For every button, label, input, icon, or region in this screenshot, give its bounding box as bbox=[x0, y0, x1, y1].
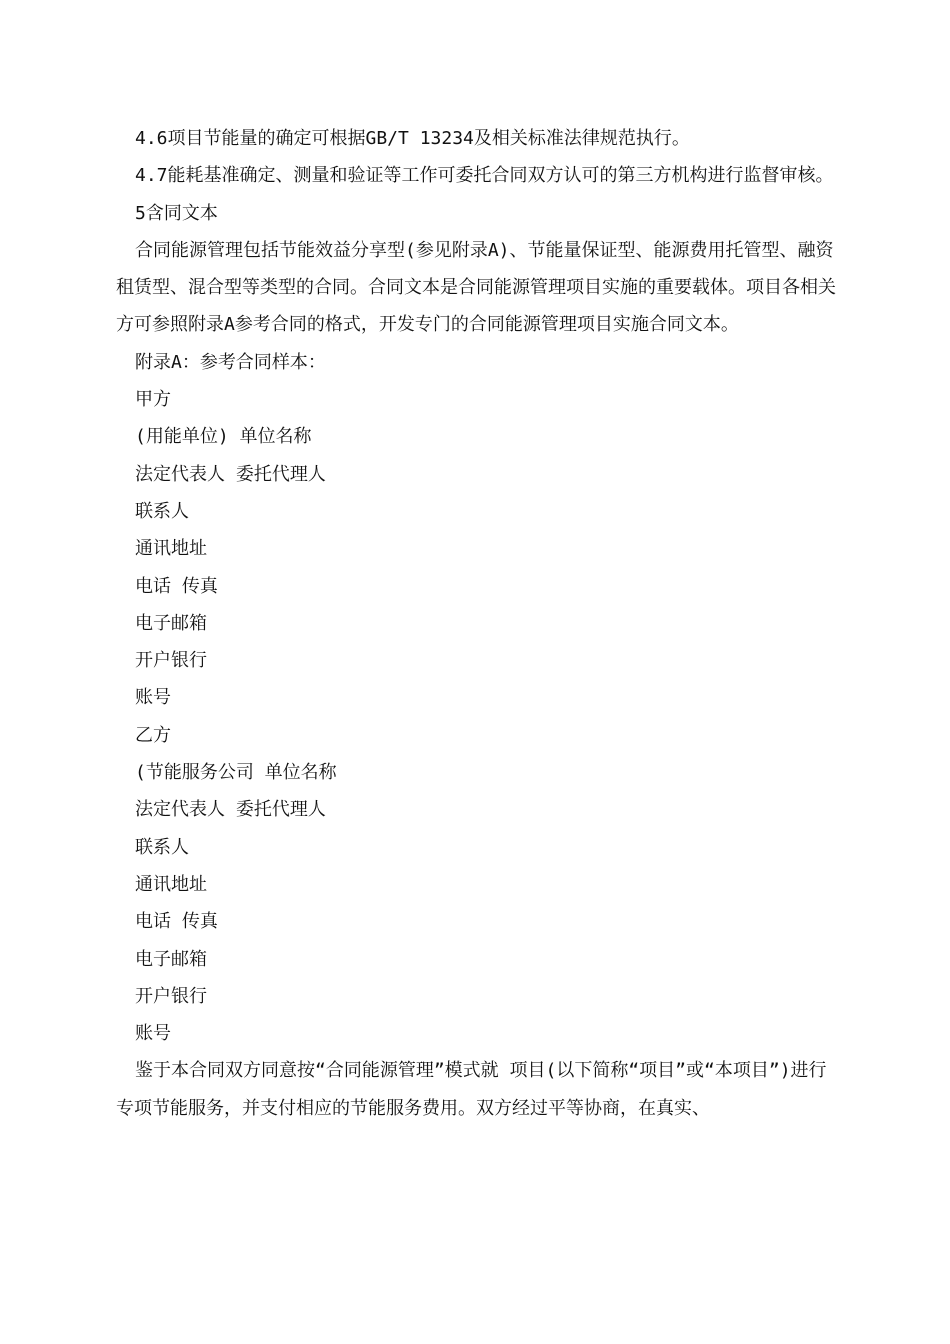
party-a-contact: 联系人 bbox=[135, 500, 189, 522]
section-heading-5: 5含同文本 bbox=[135, 202, 218, 224]
party-b-account: 账号 bbox=[135, 1023, 171, 1045]
party-b-address: 通讯地址 bbox=[135, 873, 207, 895]
party-b-representative: 法定代表人 委托代理人 bbox=[135, 799, 326, 821]
party-b-unit-name: (节能服务公司 单位名称 bbox=[135, 762, 337, 784]
appendix-a-heading: 附录A：参考合同样本： bbox=[135, 351, 326, 373]
party-a-email: 电子邮箱 bbox=[135, 612, 207, 634]
party-b-phone-fax: 电话 传真 bbox=[135, 911, 218, 933]
party-a-address: 通讯地址 bbox=[135, 538, 207, 560]
party-a-representative: 法定代表人 委托代理人 bbox=[135, 463, 326, 485]
party-b-contact: 联系人 bbox=[135, 836, 189, 858]
party-a-phone-fax: 电话 传真 bbox=[135, 575, 218, 597]
party-a-label: 甲方 bbox=[135, 389, 171, 411]
party-a-account: 账号 bbox=[135, 687, 171, 709]
party-b-bank: 开户银行 bbox=[135, 985, 207, 1007]
paragraph-contract-types: 合同能源管理包括节能效益分享型(参见附录A)、节能量保证型、能源费用托管型、融资租赁型、混合型等类型的合同。合同文本是合同能源管理项目实施的重要载体。项目各相关方可参照附录A参考合同的格式，开发专门的合同能源管理项目实施合同文本。 bbox=[116, 239, 836, 336]
party-a-unit-name: (用能单位) 单位名称 bbox=[135, 426, 312, 448]
document-body bbox=[116, 120, 838, 1127]
party-a-bank: 开户银行 bbox=[135, 650, 207, 672]
paragraph-4-7: 4.7能耗基准确定、测量和验证等工作可委托合同双方认可的第三方机构进行监督审核。 bbox=[135, 165, 834, 187]
paragraph-agreement-preamble: 鉴于本合同双方同意按“合同能源管理”模式就 项目(以下简称“项目”或“本项目”)进行 专项节能服务，并支付相应的节能服务费用。双方经过平等协商，在真实、 bbox=[116, 1060, 827, 1119]
party-b-email: 电子邮箱 bbox=[135, 948, 207, 970]
paragraph-4-6: 4.6项目节能量的确定可根据GB/T 13234及相关标准法律规范执行。 bbox=[135, 128, 690, 149]
party-b-label: 乙方 bbox=[135, 724, 171, 746]
